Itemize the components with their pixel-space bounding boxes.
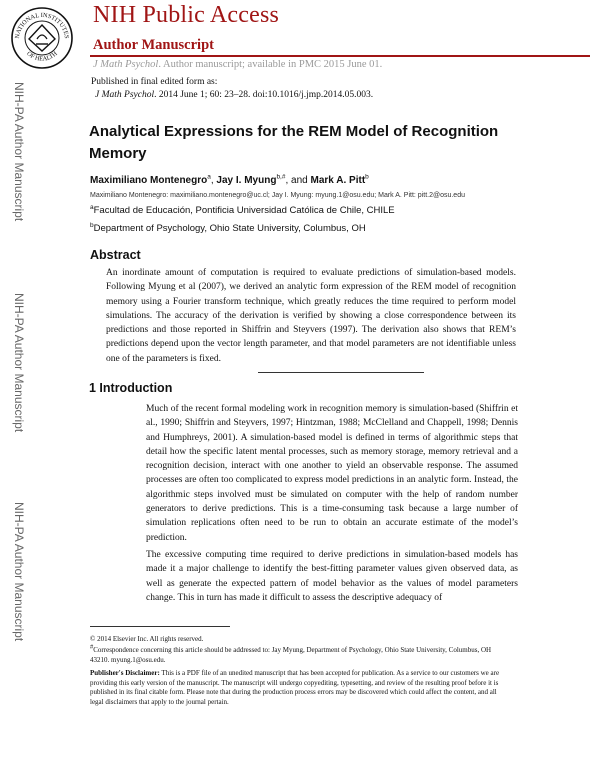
introduction-paragraph: The excessive computing time required to derive predictions in simulation-based models has made it a major challenge to identify the best-fitting parameter values given observed data, as well as generate the expected pattern of model behavior as the values of model parameters change. This in turn has made it difficult to assess the descriptive adequacy of [146, 550, 518, 603]
introduction-paragraph: Much of the recent formal modeling work in recognition memory is simulation-based (Shiffrin et al., 1990; Shiffrin and Steyvers, 1997; Hintzman, 1988; McClelland and Chappell, 1998; Dennis and Humphreys, 2001). A simulation-based model is defined in terms of algorithmic steps that detail how the specific latent mental processes, such as memory storage, memory retrieval and a recognition decision, interact with one another to yield an observable response. The assumed processes are often too complicated to express model predictions in an analytic form. Instead, the algorithmic steps involved must be simulated on computer with the help of random number generators to derive predictions. This is a time-consuming task because a large number of simulation replications often need to be run to obtain an accurate estimate of the model’s prediction. [146, 404, 518, 543]
author-affiliation-mark: b [365, 173, 369, 181]
section-heading-introduction: 1 Introduction [89, 381, 173, 395]
affiliation-a [90, 205, 395, 216]
side-label-top: NIH-PA Author Manuscript [12, 82, 26, 222]
footnote-divider [90, 626, 230, 627]
side-label-bottom: NIH-PA Author Manuscript [12, 502, 26, 642]
citation-journal: J Math Psychol [95, 90, 155, 100]
side-label-middle: NIH-PA Author Manuscript [12, 293, 26, 433]
correspondence-footnote [90, 643, 510, 665]
abstract-body: An inordinate amount of computation is required to evaluate predictions of simulation-based models. Following Myung et al (2007), we derived an analytic form expression of the REM model of recognition memory using a Fourier transform technique, which greatly reduces the time required to perform model simulations. The accuracy of the derivation is verified by showing a close correspondence between its predictions and those reported in Shiffrin and Steyvers (1997). The derivation also shows that REM’s predictions depend upon the vector length parameter, and that model parameters are not identifiable unless one of the parameters is fixed. [106, 268, 516, 364]
published-label: Published in final edited form as: [91, 77, 218, 87]
correspondence-text: Correspondence concerning this article should be addressed to: Jay Myung, Department of Psychology, Ohio State University, Columbus, OH 43210. myung.1@osu.edu. [90, 646, 492, 664]
header-journal-name: J Math Psychol [93, 59, 159, 70]
header-journal-status [93, 59, 382, 70]
author-list [90, 175, 369, 186]
affiliation-mark: b [90, 221, 94, 229]
author-affiliation-mark: a [207, 173, 211, 181]
affiliation-text: Department of Psychology, Ohio State University, Columbus, OH [93, 223, 366, 234]
svg-text:OF HEALTH: OF HEALTH [25, 50, 59, 63]
disclaimer-text: This is a PDF file of an unedited manuscript that has been accepted for publication. As a service to our customers we are providing this early version of the manuscript. The manuscript will undergo copyediting, typesetting, and review of the resulting proof before it is published in its final citable form. Please note that during the production process errors may be discovered which could affect the content, and all legal disclaimers that apply to the journal pertain. [90, 669, 500, 706]
publication-citation [95, 90, 373, 100]
abstract-heading: Abstract [90, 248, 141, 262]
header-subtitle: Author Manuscript [93, 37, 214, 53]
affiliation-mark: a [90, 203, 94, 211]
affiliation-text: Facultad de Educación, Pontificia Universidad Católica de Chile, CHILE [93, 205, 395, 216]
author-affiliation-mark: b,# [276, 173, 286, 181]
correspondence-mark: # [90, 643, 94, 651]
abstract-divider [258, 372, 424, 373]
author-separator: , [210, 175, 217, 186]
author-name: Jay I. Myung [216, 175, 277, 186]
author-name: Maximiliano Montenegro [90, 175, 208, 186]
nih-seal-logo [10, 6, 74, 70]
header-availability: . Author manuscript; available in PMC 2015 June 01. [158, 59, 383, 70]
copyright-notice: © 2014 Elsevier Inc. All rights reserved. [90, 635, 204, 643]
publisher-disclaimer [90, 669, 510, 707]
header-divider [90, 55, 590, 57]
disclaimer-label: Publisher's Disclaimer: [90, 669, 160, 677]
author-emails: Maximiliano Montenegro: maximiliano.montenegro@uc.cl; Jay I. Myung: myung.1@osu.edu; Mark A. Pitt: pitt.2@osu.edu [90, 192, 465, 199]
author-name: Mark A. Pitt [310, 175, 366, 186]
citation-details: . 2014 June 1; 60: 23–28. doi:10.1016/j.jmp.2014.05.003. [154, 90, 374, 100]
affiliation-b [90, 223, 366, 234]
author-separator: , and [285, 175, 311, 186]
header-title: NIH Public Access [93, 2, 280, 28]
paper-title: Analytical Expressions for the REM Model of Recognition Memory [89, 123, 499, 162]
svg-text:NATIONAL INSTITUTES: NATIONAL INSTITUTES [13, 11, 70, 40]
